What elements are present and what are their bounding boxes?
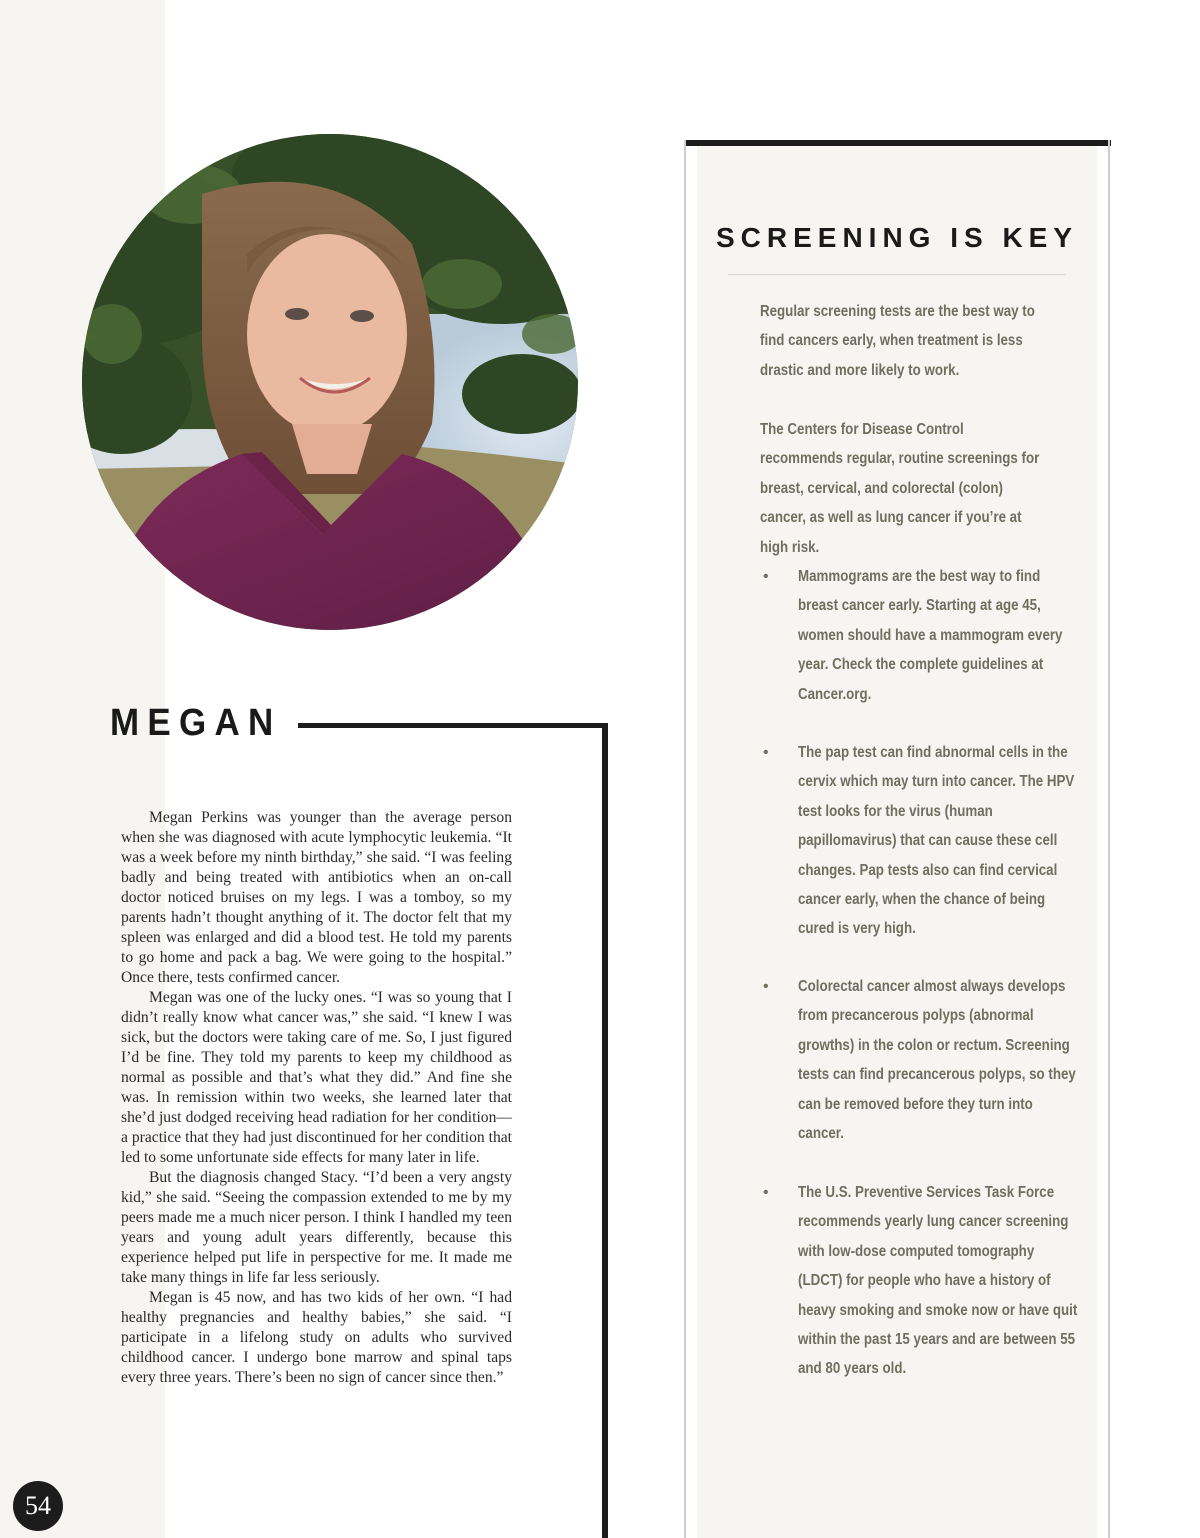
profile-name-heading: MEGAN bbox=[110, 702, 282, 744]
bullet-text: The pap test can find abnormal cells in the cervix which may turn into cancer. The HPV test looks for the virus (human papillomavirus) that can cause these cell changes. Pap tests also can find cervical cancer early, when the chance of being cured is very high. bbox=[798, 744, 1075, 938]
bullet-text: Colorectal cancer almost always develops from precancerous polyps (abnormal growths) in the colon or rectum. Screening tests can find precancerous polyps, so they can be removed before they turn into cancer. bbox=[798, 978, 1076, 1143]
bullet-text: The U.S. Preventive Services Task Force recommends yearly lung cancer screening with low-dose computed tomography (LDCT) for people who have a history of heavy smoking and smoke now or have quit within the past 15 years and are between 55 and 80 years old. bbox=[798, 1184, 1078, 1378]
story-paragraph: Megan was one of the lucky ones. “I was so young that I didn’t really know what cancer was,” she said. “I knew I was sick, but the doctors were taking care of me. So, I just figured I’d be fine. They told my parents to keep my childhood as normal as possible and that’s what they did.” And fine she was. In remission within two weeks, she learned later that she’d just dodged receiving head radiation for her condition—a practice that they had just discontinued for her condition that led to some unfortunate side effects for many later in life. bbox=[121, 989, 512, 1166]
bullet-text: Mammograms are the best way to find breast cancer early. Starting at age 45, women should have a mammogram every year. Check the complete guidelines at Cancer.org. bbox=[798, 568, 1063, 703]
story-paragraph: But the diagnosis changed Stacy. “I’d been a very angsty kid,” she said. “Seeing the compassion extended to me by my peers made me a much nicer person. I think I handled my teen years and young adult years differently, because this experience helped put life in perspective for me. It made me take many things in life far less seriously. bbox=[121, 1169, 512, 1286]
story-paragraph: Megan is 45 now, and has two kids of her own. “I had healthy pregnancies and healthy babies,” she said. “I participate in a lifelong study on adults who survived childhood cancer. I undergo bone marrow and spinal taps every three years. There’s been no sign of cancer since then.” bbox=[121, 1289, 512, 1386]
sidebar-title: SCREENING IS KEY bbox=[715, 222, 1079, 253]
sidebar-left-border bbox=[684, 140, 686, 1538]
bracket-vertical-rule bbox=[602, 723, 608, 1538]
profile-story bbox=[121, 808, 512, 1388]
bullet-icon: • bbox=[763, 978, 769, 995]
bullet-icon: • bbox=[763, 744, 769, 761]
sidebar-right-border bbox=[1108, 140, 1110, 1538]
bracket-horizontal-rule bbox=[298, 723, 608, 728]
bullet-icon: • bbox=[763, 1184, 769, 1201]
story-paragraph: Megan Perkins was younger than the average person when she was diagnosed with acute lymphocytic leukemia. “It was a week before my ninth birthday,” she said. “I was feeling badly and being treated with antibiotics when an on-call doctor noticed bruises on my legs. I was a tomboy, so my parents hadn’t thought anything of it. The doctor felt that my spleen was enlarged and did a blood test. He told my parents to go home and pack a bag. We were going to the hospital.” Once there, tests confirmed cancer. bbox=[121, 809, 512, 986]
portrait-photo bbox=[82, 134, 578, 630]
sidebar-divider bbox=[728, 274, 1066, 275]
page-number-badge: 54 bbox=[13, 1481, 63, 1531]
bullet-icon: • bbox=[763, 568, 769, 585]
portrait-illustration bbox=[82, 134, 578, 630]
sidebar-intro-paragraph: The Centers for Disease Control recommends regular, routine screenings for breast, cervical, and colorectal (colon) cancer, as well as lung cancer if you’re at high risk. bbox=[760, 421, 1040, 556]
sidebar-intro-paragraph: Regular screening tests are the best way to find cancers early, when treatment is less drastic and more likely to work. bbox=[760, 303, 1035, 379]
